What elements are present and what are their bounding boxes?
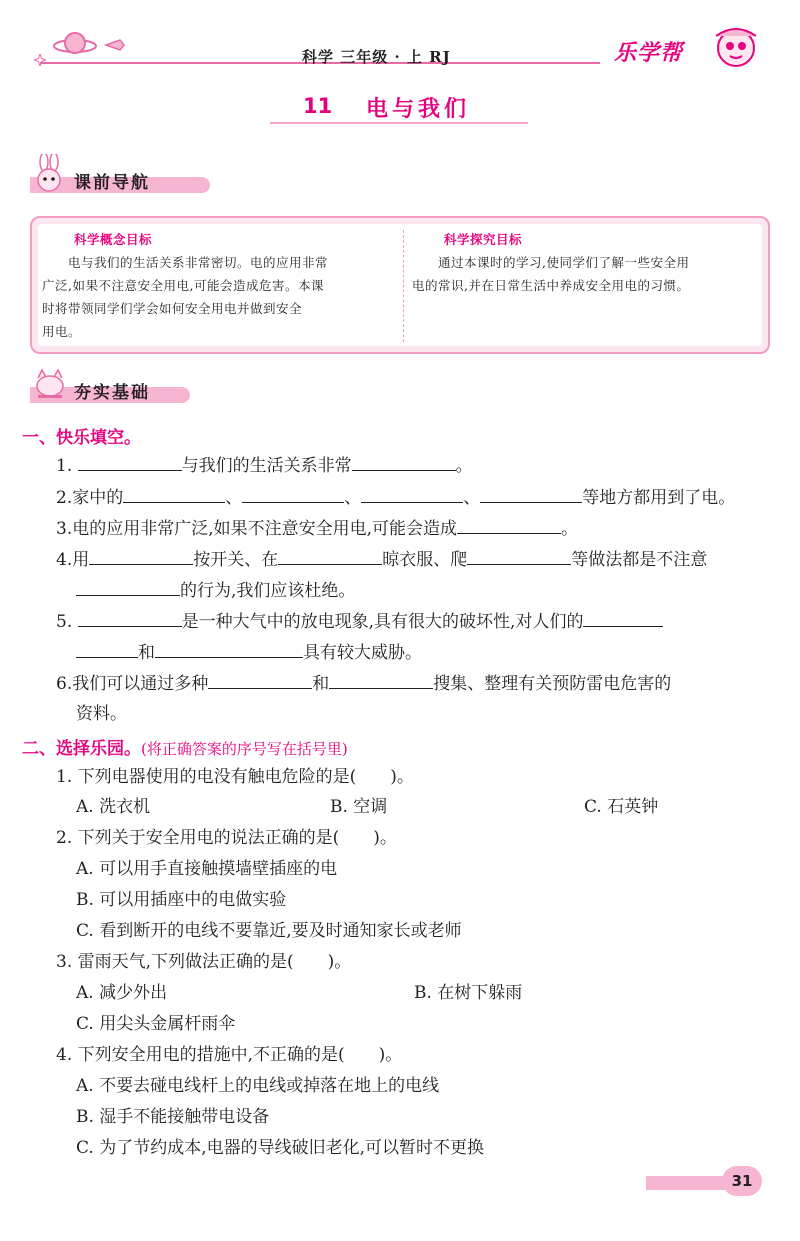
q-text: 是一种大气中的放电现象,具有很大的破坏性,对人们的 (181, 612, 584, 632)
lesson-number: 11 (303, 94, 333, 118)
q-number: 3. (56, 519, 73, 539)
answer-blank[interactable] (278, 544, 382, 565)
q-text: 用 (72, 550, 90, 570)
answer-blank[interactable] (76, 637, 138, 658)
q-text: 等做法都是不注意 (571, 550, 708, 570)
concept-goal-line: 广泛,如果不注意安全用电,可能会造成危害。本课 (42, 278, 324, 293)
choice-option[interactable]: B. 湿手不能接触带电设备 (76, 1107, 270, 1127)
choice-option[interactable]: C. 看到断开的电线不要靠近,要及时通知家长或老师 (76, 921, 462, 941)
fill-q1 (56, 450, 473, 481)
answer-blank[interactable] (123, 482, 225, 503)
q-text: 、 (225, 488, 243, 508)
q-text: 与我们的生活关系非常 (181, 456, 352, 476)
q-number: 4. (56, 550, 73, 570)
concept-goal (42, 228, 398, 343)
concept-goal-line: 用电。 (42, 324, 82, 339)
q-number: 2. (56, 488, 73, 508)
page-number: 31 (722, 1166, 762, 1196)
choice-option[interactable]: C. 用尖头金属杆雨伞 (76, 1014, 236, 1034)
basics-banner (0, 378, 220, 404)
header-subject: 科学 三年级 · 上 RJ (302, 48, 451, 66)
q-text: 按开关、在 (193, 550, 279, 570)
q-number: 1. (56, 456, 73, 476)
planet-icon (52, 28, 98, 62)
fill-q4-cont (76, 575, 355, 606)
answer-blank[interactable] (467, 544, 571, 565)
star-icon (34, 54, 46, 66)
q-text: 的行为,我们应该杜绝。 (180, 581, 356, 601)
answer-blank[interactable] (329, 668, 433, 689)
q-number: 6. (56, 674, 73, 694)
choice-option[interactable]: A. 可以用手直接触摸墙壁插座的电 (76, 859, 338, 879)
answer-blank[interactable] (361, 482, 463, 503)
q-text: 具有较大威胁。 (303, 643, 422, 663)
choice-stem: 2. 下列关于安全用电的说法正确的是( )。 (56, 828, 397, 848)
q-number: 5. (56, 612, 73, 632)
bunny-mascot-icon (30, 154, 68, 194)
answer-blank[interactable] (155, 637, 303, 658)
concept-goal-title: 科学概念目标 (74, 232, 153, 247)
inquiry-goal-line: 通过本课时的学习,使同学们了解一些安全用 (412, 255, 690, 270)
answer-blank[interactable] (78, 606, 182, 627)
choice-option[interactable]: C. 石英钟 (584, 797, 659, 817)
choice-heading (22, 734, 348, 759)
mascot-icon (704, 22, 768, 70)
brand-logo: 乐学帮 (614, 41, 684, 66)
cat-mascot-icon (30, 368, 70, 404)
q-text: 和 (312, 674, 330, 694)
choice-option[interactable]: B. 可以用插座中的电做实验 (76, 890, 287, 910)
choice-option[interactable]: C. 为了节约成本,电器的导线破旧老化,可以暂时不更换 (76, 1138, 485, 1158)
choice-stem: 1. 下列电器使用的电没有触电危险的是( )。 (56, 767, 414, 787)
inquiry-goal (412, 228, 764, 297)
lesson-name: 电与我们 (366, 97, 471, 122)
answer-blank[interactable] (457, 513, 561, 534)
fill-heading: 一、快乐填空。 (22, 428, 141, 448)
answer-blank[interactable] (76, 575, 180, 596)
q-text: 。 (455, 456, 473, 476)
choice-stem: 4. 下列安全用电的措施中,不正确的是( )。 (56, 1045, 403, 1065)
q-text: 、 (463, 488, 481, 508)
choice-option[interactable]: A. 不要去碰电线杆上的电线或掉落在地上的电线 (76, 1076, 440, 1096)
choice-heading-note: (将正确答案的序号写在括号里) (141, 740, 348, 758)
q-text: 搜集、整理有关预防雷电危害的 (433, 674, 672, 694)
fill-q6-cont (76, 699, 127, 729)
answer-blank[interactable] (352, 450, 456, 471)
fill-q5 (56, 606, 663, 637)
concept-goal-line: 电与我们的生活关系非常密切。电的应用非常 (42, 255, 329, 270)
q-text: 。 (561, 519, 579, 539)
fill-q2 (56, 482, 735, 513)
answer-blank[interactable] (242, 482, 344, 503)
concept-goal-line: 时将带领同学们学会如何安全用电并做到安全 (42, 301, 303, 316)
q-text: 晾衣服、爬 (382, 550, 468, 570)
answer-blank[interactable] (480, 482, 582, 503)
lesson-title (270, 92, 528, 124)
choice-option[interactable]: A. 洗衣机 (76, 797, 151, 817)
goals-divider (403, 230, 404, 342)
fill-q4 (56, 544, 707, 575)
answer-blank[interactable] (583, 606, 663, 627)
preview-banner (0, 168, 220, 194)
q-text: 我们可以通过多种 (72, 674, 209, 694)
rocket-icon (104, 36, 126, 54)
preview-banner-label: 课前导航 (74, 173, 150, 193)
fill-q6 (56, 668, 671, 699)
q-text: 、 (344, 488, 362, 508)
choice-stem: 3. 雷雨天气,下列做法正确的是( )。 (56, 952, 352, 972)
answer-blank[interactable] (208, 668, 312, 689)
choice-option[interactable]: A. 减少外出 (76, 983, 168, 1003)
inquiry-goal-title: 科学探究目标 (444, 232, 523, 247)
fill-q3 (56, 513, 578, 544)
q-text: 电的应用非常广泛,如果不注意安全用电,可能会造成 (72, 519, 458, 539)
answer-blank[interactable] (78, 450, 182, 471)
choice-heading-label: 二、选择乐园。 (22, 739, 141, 759)
goals-box (30, 216, 770, 354)
q-text: 等地方都用到了电。 (582, 488, 736, 508)
q-text: 资料。 (76, 704, 127, 724)
fill-q5-cont (76, 637, 422, 668)
q-text: 家中的 (72, 488, 124, 508)
choice-option[interactable]: B. 空调 (330, 797, 388, 817)
inquiry-goal-line: 电的常识,并在日常生活中养成安全用电的习惯。 (412, 278, 690, 293)
basics-banner-label: 夯实基础 (74, 383, 150, 403)
q-text: 和 (138, 643, 155, 663)
answer-blank[interactable] (89, 544, 193, 565)
choice-option[interactable]: B. 在树下躲雨 (414, 983, 523, 1003)
